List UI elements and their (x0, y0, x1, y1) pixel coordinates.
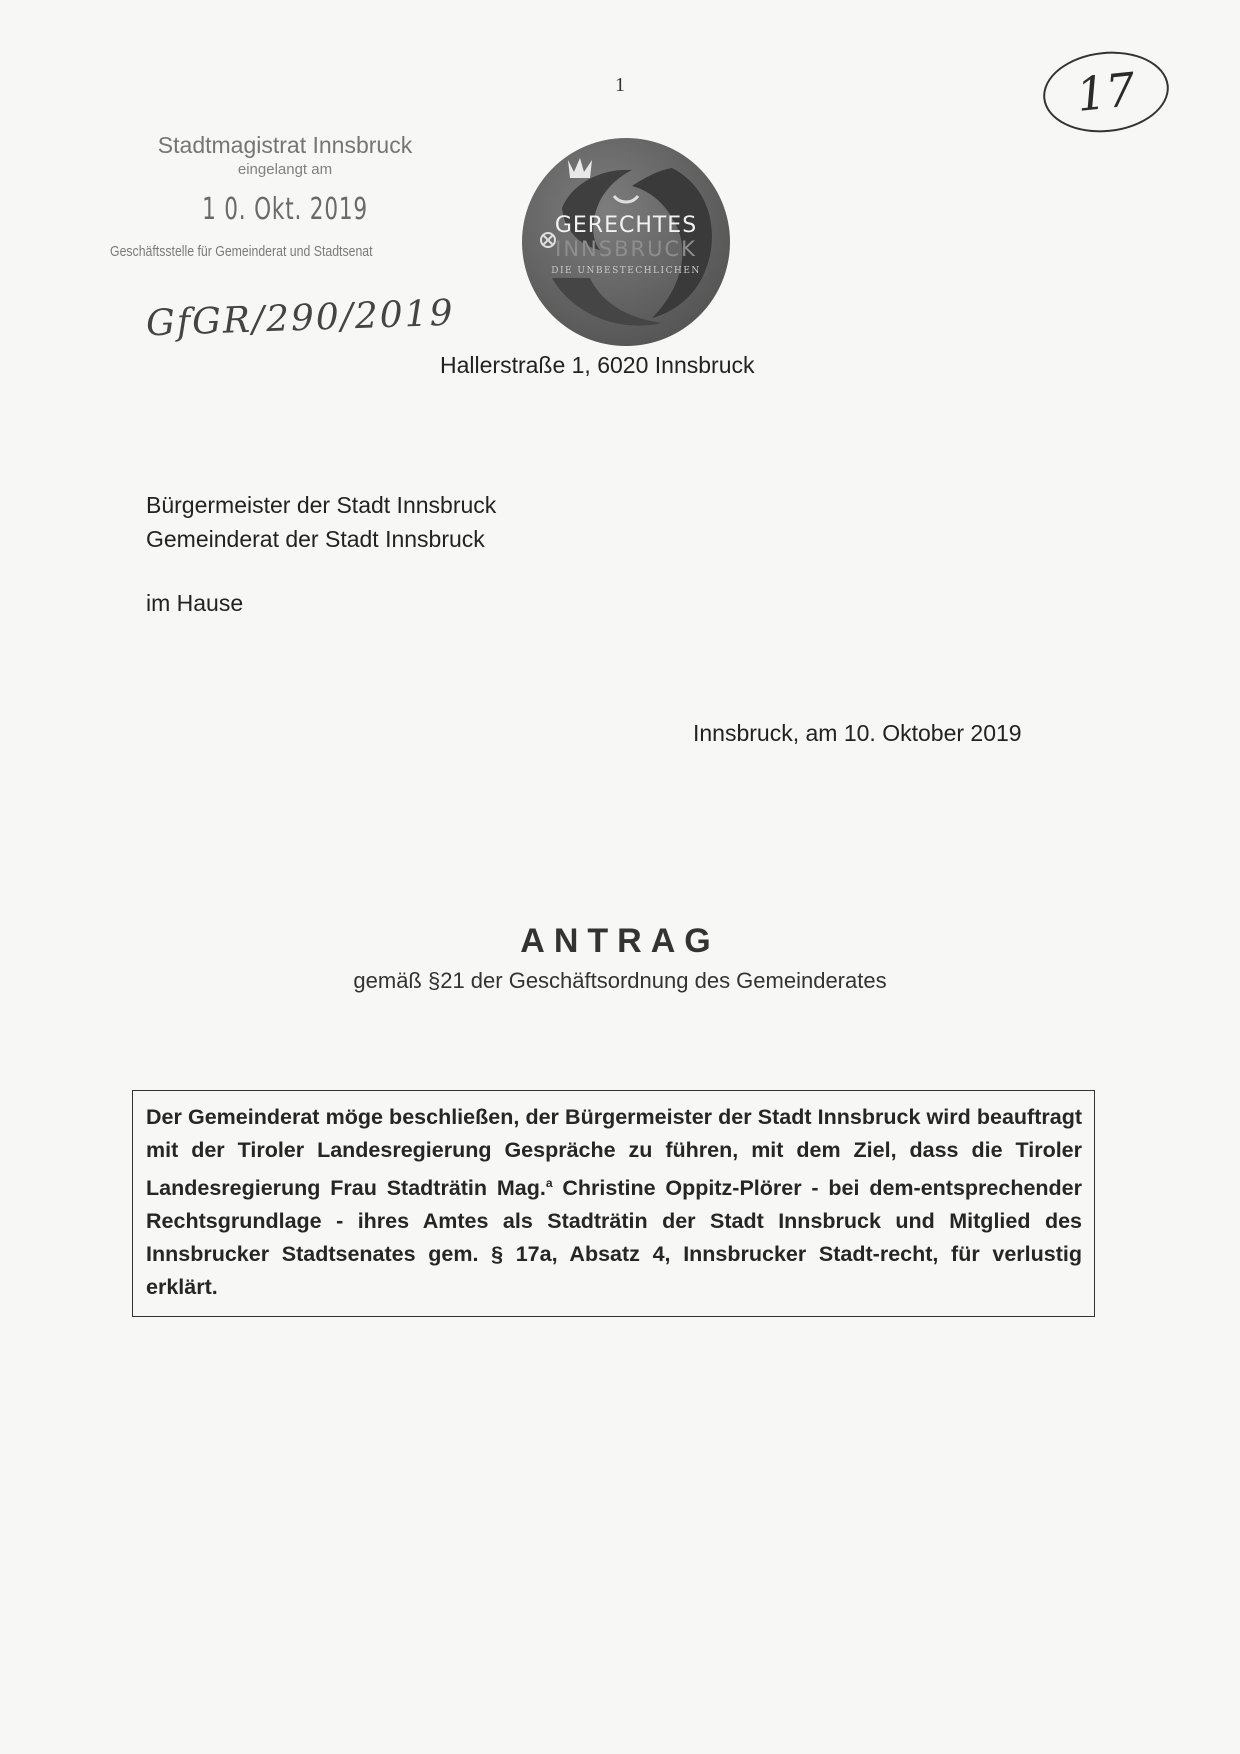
page-number: 1 (615, 74, 625, 96)
logo-name: GERECHTES (554, 213, 698, 238)
received-stamp (110, 132, 460, 260)
motion-superscript: a (545, 1176, 553, 1190)
motion-text-box (132, 1090, 1095, 1317)
motion-text-part: Der Gemeinderat möge beschließen, der Bürgermeister der Stadt Innsbruck wird beauftragt mit der Tiroler Landesregierung Gespräche zu führen, mit dem Ziel, dass die Tiroler Landesregierung Frau Stadträtin Mag. (146, 1105, 1082, 1201)
circled-number (1039, 46, 1173, 139)
handwritten-reference: GfGR/290/2019 (145, 292, 456, 345)
sender-address: Hallerstraße 1, 6020 Innsbruck (440, 352, 755, 378)
stamp-office: Stadtmagistrat Innsbruck (157, 132, 413, 158)
recipient-block (146, 488, 496, 556)
date-line: Innsbruck, am 10. Oktober 2019 (693, 720, 1022, 746)
document-title: ANTRAG (520, 922, 720, 960)
stamp-department: Geschäftsstelle für Gemeinderat und Stadtsenat (110, 243, 373, 260)
document-subtitle: gemäß §21 der Geschäftsordnung des Gemeinderates (353, 968, 887, 993)
recipient-line: Gemeinderat der Stadt Innsbruck (146, 526, 485, 552)
motion-text-part: Christine Oppitz-Plörer - bei dem-entsprechender Rechtsgrundlage - ihres Amtes als Stadträtin der Stadt Innsbruck und Mitglied des Innsbrucker Stadtsenates gem. § 17a, Absatz 4, Innsbrucker Stadt-recht, für verlustig erklärt. (146, 1176, 1082, 1300)
recipient-note: im Hause (146, 590, 244, 616)
logo-tagline: DIE UNBESTECHLICHEN (551, 266, 701, 276)
stamp-received-label: eingelangt am (237, 161, 333, 178)
party-logo (522, 138, 730, 346)
circled-number-text: 17 (1074, 62, 1138, 122)
logo-city: INNSBRUCK (555, 237, 697, 261)
stamp-date: 1 0. Okt. 2019 (202, 192, 368, 227)
recipient-line: Bürgermeister der Stadt Innsbruck (146, 492, 497, 518)
